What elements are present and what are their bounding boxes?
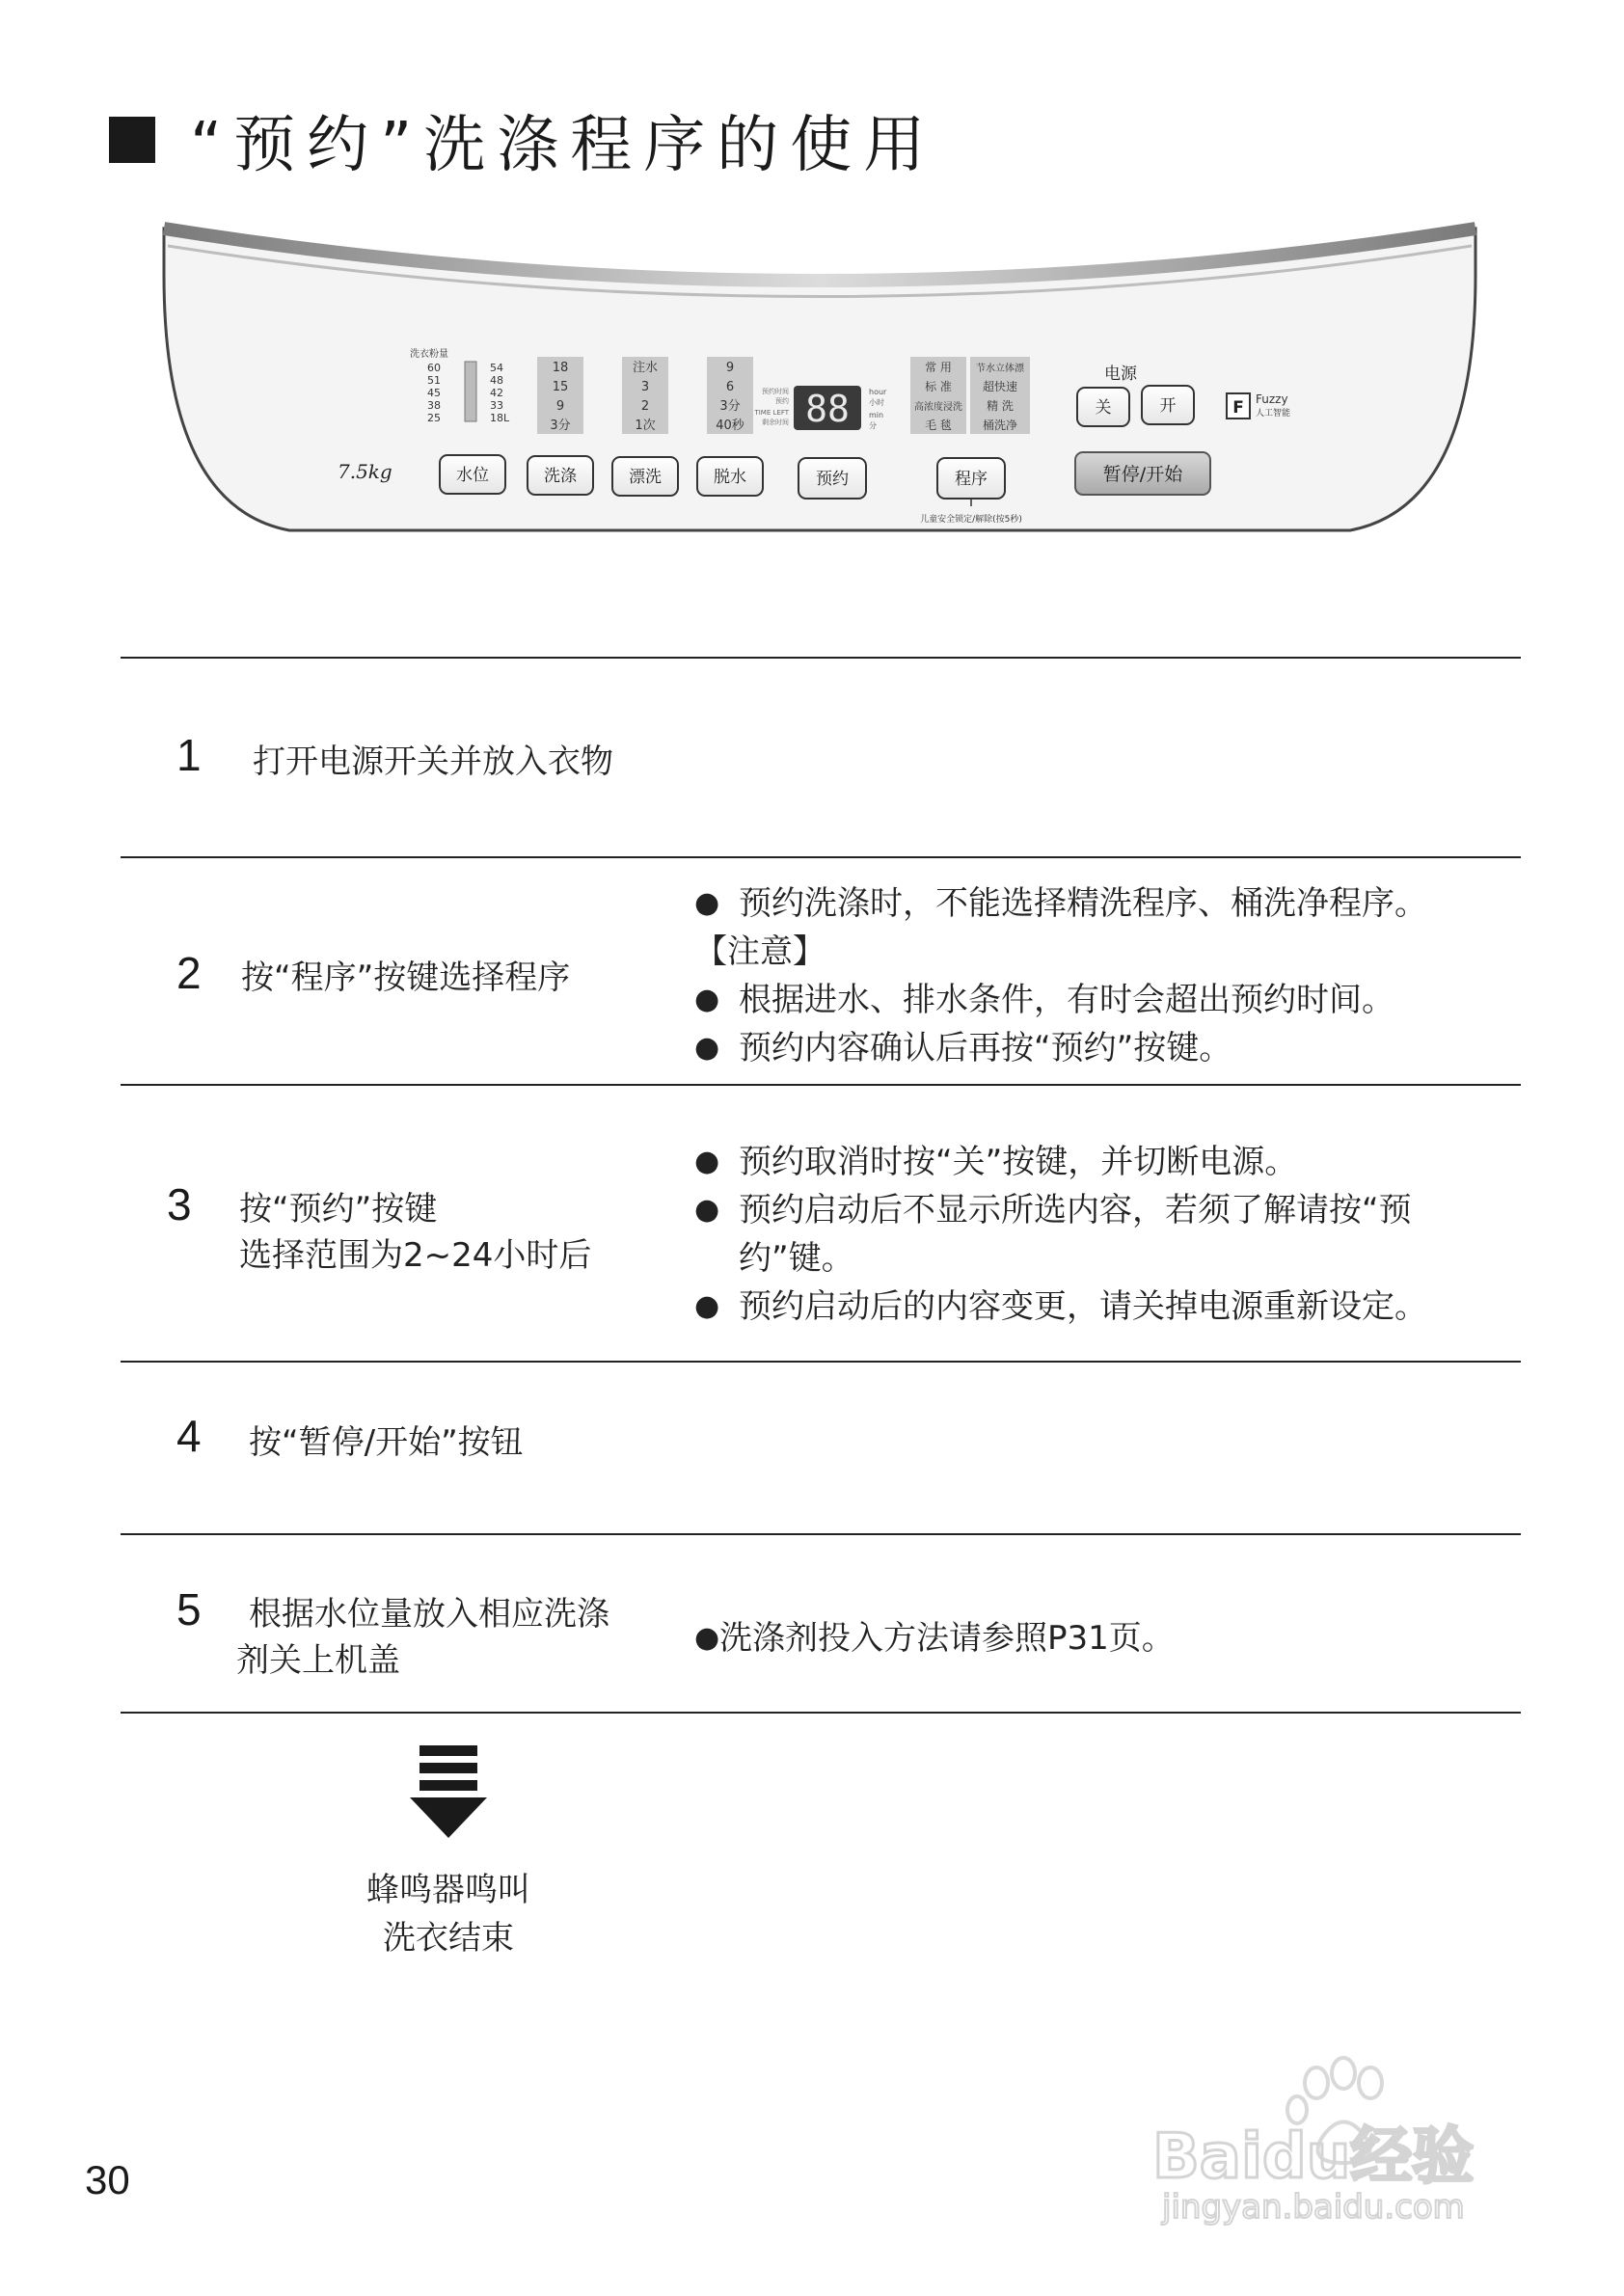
step-number: 3 (167, 1179, 192, 1229)
table-rule (121, 1084, 1521, 1086)
section-heading (109, 96, 936, 183)
step-number: 5 (176, 1584, 202, 1634)
svg-text:54: 54 (490, 362, 503, 374)
svg-text:TIME LEFT: TIME LEFT (754, 409, 789, 417)
table-rule-top (121, 657, 1521, 659)
step-notes (694, 1138, 1475, 1331)
svg-text:2: 2 (640, 399, 650, 414)
step-notes (694, 879, 1427, 1072)
baidu-watermark (1143, 2052, 1529, 2226)
caution-heading: 【注意】 (694, 932, 826, 971)
note-item: ● 预约内容确认后再按“预约”按键。 (694, 1029, 1232, 1067)
step-instruction: 打开电源开关并放入衣物 (253, 743, 613, 781)
svg-text:33: 33 (490, 399, 503, 412)
svg-text:18: 18 (552, 361, 569, 375)
svg-text:常 用: 常 用 (925, 361, 952, 374)
step-notes (694, 1614, 1175, 1662)
svg-text:超快速: 超快速 (982, 380, 1018, 393)
svg-text:漂洗: 漂洗 (629, 468, 662, 487)
svg-text:预约: 预约 (816, 470, 849, 489)
svg-text:3分: 3分 (550, 419, 571, 433)
svg-text:预约时间: 预约时间 (762, 388, 789, 395)
svg-text:桶洗净: 桶洗净 (982, 419, 1018, 432)
page-title: “预约”洗涤程序的使用 (190, 110, 937, 181)
svg-text:小时: 小时 (869, 398, 884, 407)
step-instruction: 按“预约”按键 选择范围为2~24小时后 (239, 1190, 592, 1275)
svg-text:15: 15 (552, 380, 569, 394)
power-label: 电源 (1104, 365, 1137, 384)
svg-text:38: 38 (427, 399, 441, 412)
detergent-levels (427, 362, 441, 424)
led-display: 88 (805, 388, 850, 430)
capacity-label: 7.5kg (338, 460, 392, 483)
fuzzy-sub-label: 人工智能 (1256, 409, 1291, 419)
child-lock-label: 儿童安全锁定/解除(按5秒) (920, 515, 1022, 525)
completion-message: 蜂鸣器鸣叫 洗衣结束 (366, 1871, 530, 1958)
svg-text:1次: 1次 (635, 419, 656, 433)
control-panel-illustration (154, 217, 1485, 550)
svg-text:水位: 水位 (456, 466, 489, 485)
svg-text:40秒: 40秒 (716, 419, 744, 433)
step-number: 1 (176, 730, 202, 780)
svg-text:节水立体漂: 节水立体漂 (976, 364, 1024, 374)
note-item: ● 洗涤剂投入方法请参照P31页。 (694, 1619, 1175, 1658)
svg-text:毛 毯: 毛 毯 (925, 419, 952, 432)
note-item: ● 预约启动后的内容变更，请关掉电源重新设定。 (694, 1287, 1427, 1326)
svg-text:F: F (1232, 398, 1244, 418)
svg-text:开: 开 (1159, 396, 1177, 416)
square-bullet-icon (109, 117, 155, 163)
note-item: ● 预约洗涤时，不能选择精洗程序、桶洗净程序。 (694, 884, 1427, 923)
fuzzy-label: Fuzzy (1256, 392, 1288, 406)
svg-text:9: 9 (725, 361, 735, 375)
svg-text:3分: 3分 (719, 399, 741, 414)
svg-text:6: 6 (725, 380, 735, 394)
svg-text:预约: 预约 (775, 397, 789, 405)
svg-text:18L: 18L (490, 412, 510, 424)
page-number: 30 (85, 2157, 130, 2202)
svg-text:注水: 注水 (632, 361, 659, 375)
svg-text:60: 60 (427, 362, 441, 374)
note-item: ● 根据进水、排水条件，有时会超出预约时间。 (694, 981, 1394, 1019)
note-item: ● 预约启动后不显示所选内容，若须了解请按“预约”键。 (694, 1191, 1412, 1278)
watermark-url: jingyan.baidu.com (1162, 2188, 1465, 2226)
table-rule (121, 1361, 1521, 1363)
detergent-label: 洗衣粉量 (410, 349, 448, 360)
svg-text:程序: 程序 (955, 470, 988, 489)
step-instruction: 按“暂停/开始”按钮 (249, 1423, 524, 1462)
svg-text:分: 分 (869, 421, 877, 430)
watermark-brand: Baidu经验 (1152, 2121, 1475, 2193)
down-arrow-icon (410, 1745, 487, 1842)
svg-text:精 洗: 精 洗 (987, 399, 1014, 413)
svg-text:剩余时间: 剩余时间 (762, 419, 789, 426)
step-instruction: 按“程序”按键选择程序 (241, 959, 571, 997)
step-number: 4 (176, 1411, 202, 1461)
step-number: 2 (176, 948, 202, 998)
svg-text:暂停/开始: 暂停/开始 (1102, 464, 1183, 485)
note-item: ● 预约取消时按“关”按键，并切断电源。 (694, 1143, 1298, 1181)
svg-text:3: 3 (640, 380, 650, 394)
svg-text:关: 关 (1095, 398, 1112, 418)
table-rule (121, 1712, 1521, 1714)
table-rule (121, 856, 1521, 858)
table-rule (121, 1533, 1521, 1535)
svg-text:25: 25 (427, 412, 441, 424)
step-instruction: 根据水位量放入相应洗涤 剂关上机盖 (236, 1595, 609, 1680)
svg-text:min: min (869, 411, 884, 419)
svg-text:高浓度浸洗: 高浓度浸洗 (914, 402, 962, 413)
svg-text:标 准: 标 准 (925, 380, 952, 393)
svg-text:48: 48 (490, 374, 503, 387)
svg-text:洗涤: 洗涤 (544, 467, 577, 486)
svg-text:42: 42 (490, 387, 503, 399)
svg-text:45: 45 (427, 387, 441, 399)
svg-text:脱水: 脱水 (714, 468, 746, 487)
svg-text:51: 51 (427, 374, 441, 387)
svg-text:hour: hour (869, 388, 887, 396)
svg-text:9: 9 (555, 399, 565, 414)
